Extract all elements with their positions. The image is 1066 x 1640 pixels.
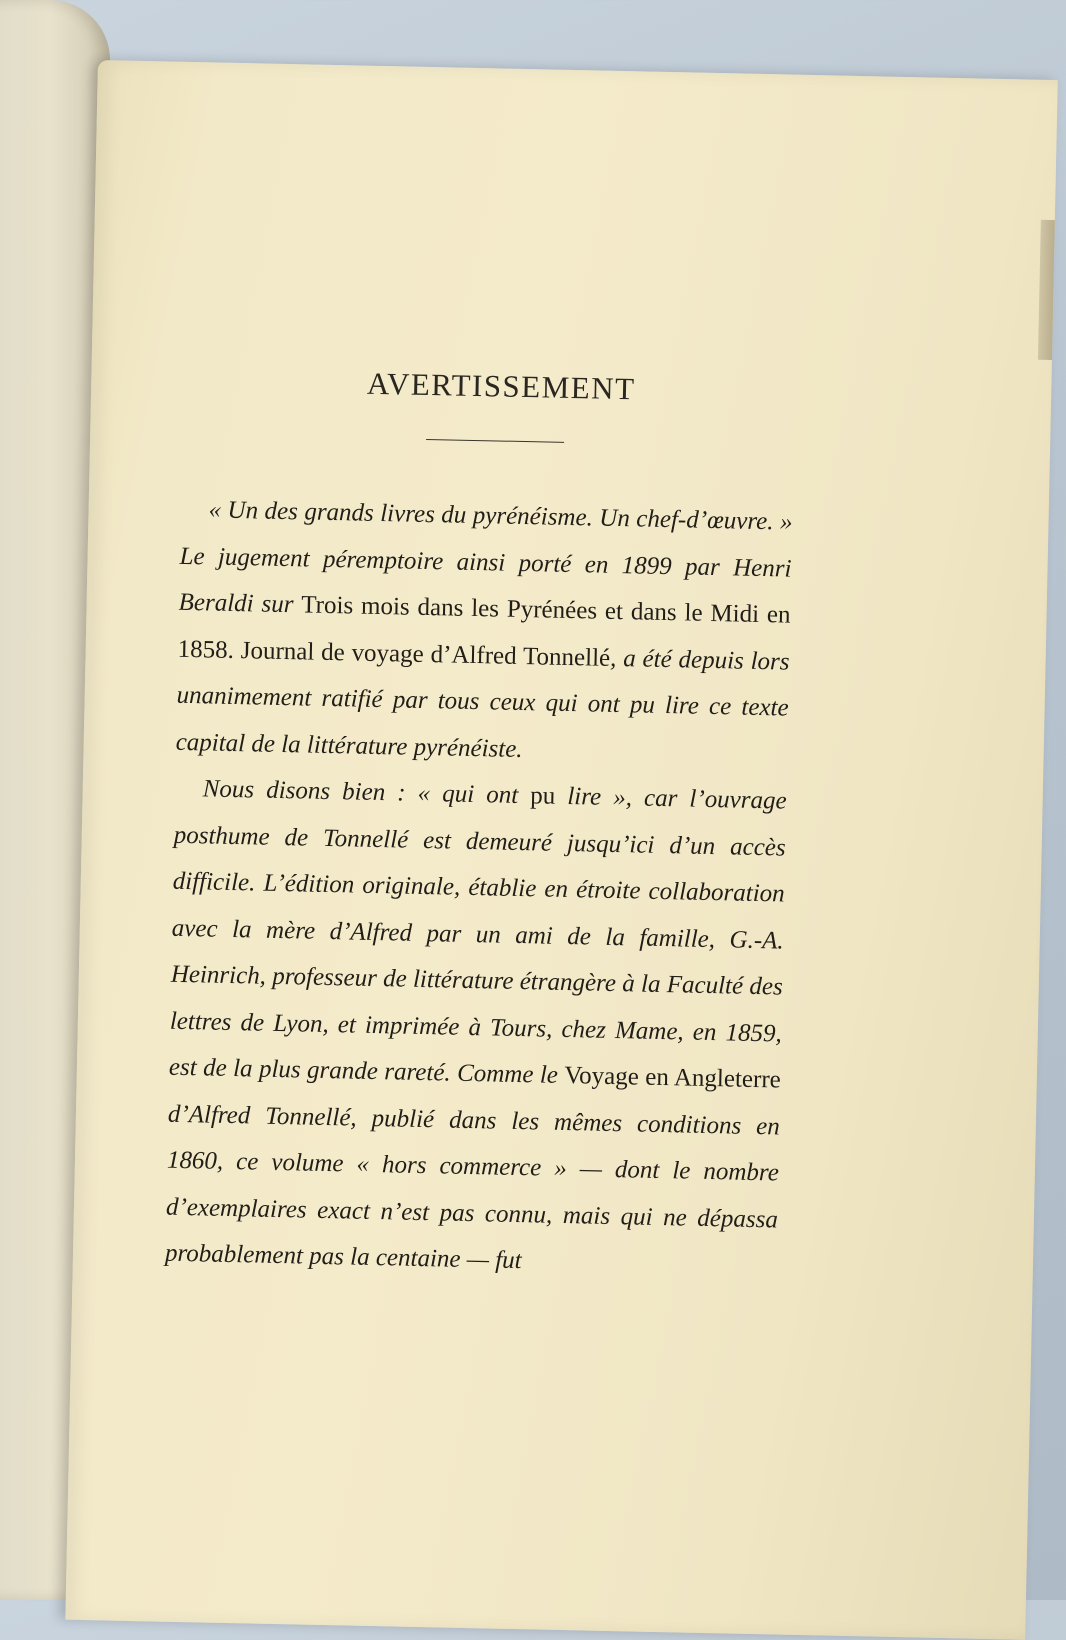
page-title: AVERTISSEMENT [366, 365, 636, 407]
book-page [65, 60, 1057, 1640]
book-title-segment: Trois mois dans les Pyrénées et dans le Midi en 1858. Journal de voyage d’Alfred Tonnellé [177, 591, 791, 672]
next-pages-edge [1038, 220, 1055, 360]
paragraph-2 [165, 766, 788, 1290]
emphasis-segment: pu [530, 782, 556, 810]
body-text [165, 487, 793, 1290]
book-title-segment: Voyage en Angleterre [564, 1061, 782, 1094]
text-segment: , a été depuis lors unanimement ratifié par tous ceux qui ont pu lire ce texte capital de la littérature pyrénéiste. [175, 644, 790, 763]
text-segment: lire », car l’ouvrage posthume de Tonnellé est demeuré jusqu’ici d’un accès difficile. L’édition originale, établie en étroite collaboration avec la mère d’Alfred par un ami de la famille, G.-A. Heinrich, professeur de littérature étrangère à la Faculté des lettres de Lyon, et imprimée à Tours, chez Mame, en 1859, est de la plus grande rareté. Comme le [168, 782, 787, 1089]
text-segment: Nous disons bien : « qui ont [202, 775, 531, 810]
paragraph-1 [175, 487, 793, 779]
text-segment: d’Alfred Tonnellé, publié dans les mêmes conditions en 1860, ce volume « hors commerce » — dont le nombre d’exemplaires exact n’est pas connu, mais qui ne dépassa probablement pas la centaine — fut [164, 1100, 781, 1275]
title-divider [426, 439, 564, 443]
text-segment: « Un des grands livres du pyrénéisme. Un chef-d’œuvre. » Le jugement péremptoire ainsi porté en 1899 par Henri Beraldi sur [178, 496, 793, 619]
